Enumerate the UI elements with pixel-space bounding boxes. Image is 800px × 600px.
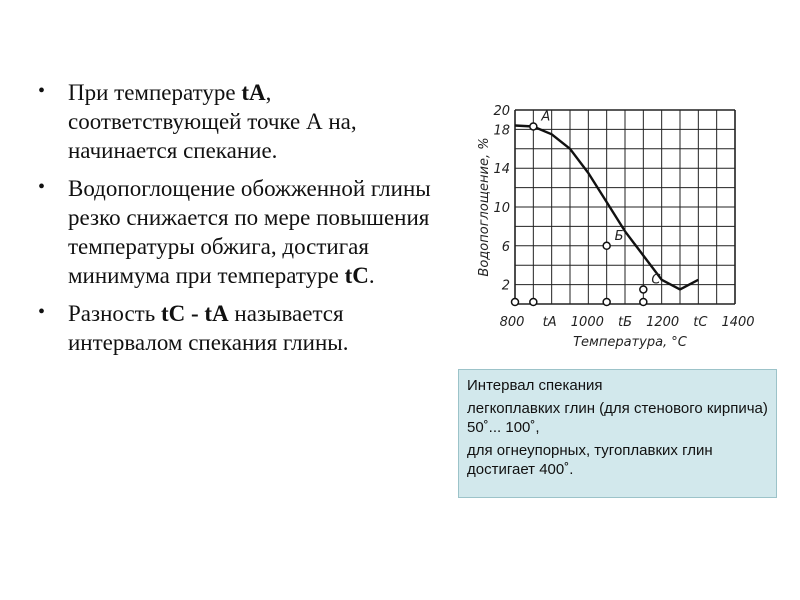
x-tick-label: tА — [542, 315, 557, 330]
bullet-item — [38, 299, 438, 357]
bullet-item — [38, 78, 438, 165]
axis-point-marker — [640, 299, 647, 306]
y-tick-label: 18 — [493, 123, 510, 139]
x-tick-label: 1000 — [570, 315, 604, 330]
bullet-text: Водопоглощение обожженной глины резко снижается по мере повышения температуры обжига, достигая минимума при температуре — [68, 176, 431, 288]
x-tick-label: 1200 — [646, 315, 680, 330]
curve-point-label: С — [651, 272, 661, 288]
y-tick-label: 6 — [501, 239, 510, 255]
sintering-interval-note — [458, 369, 777, 498]
note-line: для огнеупорных, тугоплавких глин достигает 400˚. — [467, 442, 713, 478]
x-tick-label: tС — [693, 315, 708, 330]
y-tick-label: 14 — [493, 162, 510, 178]
axis-point-marker — [530, 299, 537, 306]
bullet-text: , соответствующей точке А на, начинается спекание. — [68, 80, 357, 163]
x-tick-label: 800 — [499, 315, 525, 330]
note-line: легкоплавких глин (для стенового кирпича) 50˚... 100˚, — [467, 400, 768, 436]
bullet-text: называется интервалом спекания глины. — [68, 301, 349, 355]
y-tick-label: 10 — [493, 201, 510, 216]
curve-point-marker — [603, 242, 610, 249]
x-tick-label: 1400 — [721, 315, 755, 330]
bullet-text: При температуре — [68, 80, 242, 105]
bullet-dot-icon: • — [38, 176, 46, 198]
curve-point-label: A — [541, 109, 551, 125]
note-line: Интервал спекания — [467, 377, 603, 394]
water-absorption-chart — [470, 100, 770, 360]
axis-point-marker — [603, 299, 610, 306]
axis-point-marker — [512, 299, 519, 306]
bullet-dot-icon: • — [38, 301, 46, 323]
curve-point-marker — [640, 286, 647, 293]
bullet-text: . — [368, 263, 375, 288]
curve-point-marker — [530, 123, 537, 130]
y-tick-label: 2 — [501, 278, 510, 294]
curve-point-label: Б — [614, 228, 624, 244]
bullet-bold: tA — [241, 80, 266, 105]
bullet-list — [38, 78, 438, 366]
bullet-bold: tC — [344, 263, 369, 288]
x-tick-label: tБ — [617, 315, 633, 330]
bullet-bold: tC - tA — [160, 301, 229, 326]
y-tick-label: 20 — [493, 104, 510, 119]
bullet-dot-icon: • — [38, 80, 46, 102]
bullet-item — [38, 174, 438, 290]
bullet-text: Разность — [68, 301, 161, 326]
y-axis-title: Водопоглощение, % — [477, 137, 492, 277]
x-axis-title: Температура, °С — [573, 335, 687, 350]
